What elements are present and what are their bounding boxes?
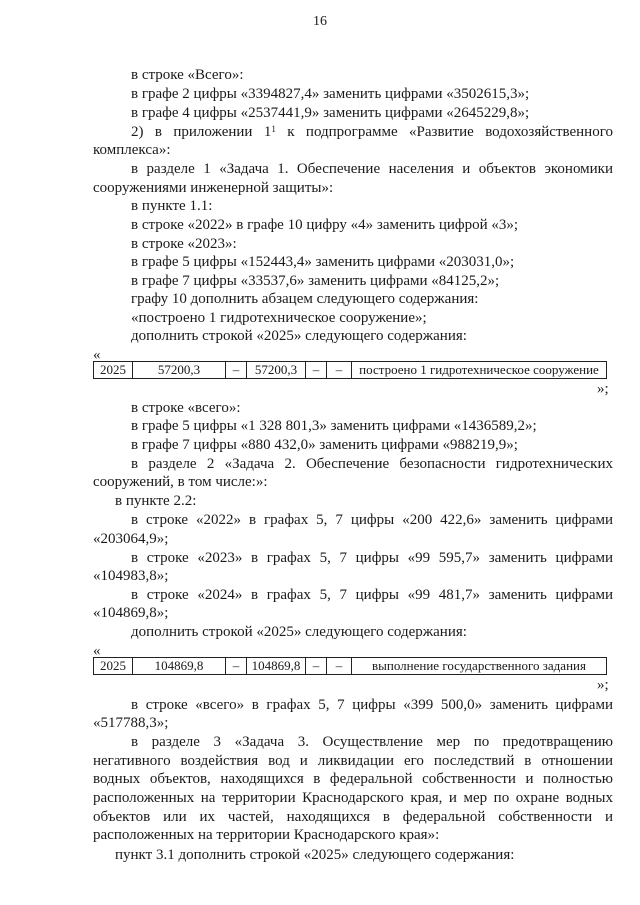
- page-number: 16: [313, 14, 327, 29]
- table-cell: –: [226, 362, 247, 379]
- text-line: сооружениями инженерной защиты»:: [93, 180, 334, 196]
- table-cell: построено 1 гидротехническое сооружение: [352, 362, 607, 379]
- text-line: в графе 7 цифры «880 432,0» заменить цифрами «988219,9»;: [131, 437, 518, 453]
- text-line: в графе 5 цифры «152443,4» заменить цифрами «203031,0»;: [131, 254, 515, 270]
- text-line: расположенных на территории Краснодарского края, и мер по охране водных: [93, 790, 613, 806]
- table-cell: –: [327, 658, 352, 675]
- text-line: в строке «2024» в графах 5, 7 цифры «99 481,7» заменить цифрами: [131, 587, 613, 603]
- table-cell: –: [226, 658, 247, 675]
- text-line: 2) в приложении $1^1$ к подпрограмме «Развитие водохозяйственного: [131, 124, 613, 140]
- table-row: [94, 362, 607, 379]
- table-cell: –: [327, 362, 352, 379]
- text-line: в строке «всего» в графах 5, 7 цифры «399 500,0» заменить цифрами: [131, 697, 613, 713]
- text-line: в пункте 1.1:: [131, 198, 213, 214]
- text-line: водных объектов, находящихся в федеральной собственности и полностью: [93, 771, 613, 787]
- text-line: объектов или их частей, находящихся в федеральной собственности и: [93, 809, 613, 825]
- text-line: негативного воздействия вод и ликвидации его последствий в отношении: [93, 753, 613, 769]
- text-line: в графе 7 цифры «33537,6» заменить цифрами «84125,2»;: [131, 273, 500, 289]
- text-line: в разделе 3 «Задача 3. Осуществление мер по предотвращению: [131, 734, 613, 750]
- text-line: в пункте 2.2:: [115, 493, 197, 509]
- text-line: в строке «Всего»:: [131, 67, 244, 83]
- text-line: дополнить строкой «2025» следующего содержания:: [131, 624, 467, 640]
- text-line: в строке «всего»:: [131, 400, 241, 416]
- text-line: «построено 1 гидротехническое сооружение»;: [131, 310, 427, 326]
- text-line: дополнить строкой «2025» следующего содержания:: [131, 328, 467, 344]
- text-line: пункт 3.1 дополнить строкой «2025» следующего содержания:: [115, 847, 515, 863]
- text-line: «517788,3»;: [93, 715, 169, 731]
- text-line: комплекса»:: [93, 142, 171, 158]
- table-cell: –: [306, 362, 327, 379]
- insert-table-2: [93, 657, 607, 675]
- close-quote: »;: [597, 381, 609, 397]
- text-line: в разделе 1 «Задача 1. Обеспечение населения и объектов экономики: [131, 161, 613, 177]
- insert-table-1: [93, 361, 607, 379]
- text-line: графу 10 дополнить абзацем следующего содержания:: [131, 291, 479, 307]
- text-line: в строке «2022» в графе 10 цифру «4» заменить цифрой «3»;: [131, 217, 519, 233]
- table-cell: 57200,3: [247, 362, 306, 379]
- text-line: расположенных на территории Краснодарского края»:: [93, 827, 440, 843]
- table-cell: 2025: [94, 362, 133, 379]
- table-cell: 57200,3: [133, 362, 226, 379]
- text-line: в разделе 2 «Задача 2. Обеспечение безопасности гидротехнических: [131, 456, 613, 472]
- text-line: «203064,9»;: [93, 531, 169, 547]
- open-quote: «: [93, 347, 101, 363]
- text-line: сооружений, в том числе:»:: [93, 474, 268, 490]
- text-line: в графе 5 цифры «1 328 801,3» заменить цифрами «1436589,2»;: [131, 418, 537, 434]
- table-cell: 2025: [94, 658, 133, 675]
- table-cell: –: [306, 658, 327, 675]
- text-line: в строке «2023» в графах 5, 7 цифры «99 595,7» заменить цифрами: [131, 550, 613, 566]
- text-line: «104983,8»;: [93, 568, 169, 584]
- close-quote: »;: [597, 677, 609, 693]
- text-line: в графе 2 цифры «3394827,4» заменить цифрами «3502615,3»;: [131, 86, 530, 102]
- text-line: в строке «2023»:: [131, 236, 237, 252]
- text-line: в строке «2022» в графах 5, 7 цифры «200 422,6» заменить цифрами: [131, 512, 613, 528]
- table-cell: выполнение государственного задания: [352, 658, 607, 675]
- text-line: «104869,8»;: [93, 605, 169, 621]
- table-cell: 104869,8: [133, 658, 226, 675]
- text-line: в графе 4 цифры «2537441,9» заменить цифрами «2645229,8»;: [131, 105, 530, 121]
- open-quote: «: [93, 643, 101, 659]
- superscript: 1: [271, 124, 276, 134]
- table-cell: 104869,8: [247, 658, 306, 675]
- table-row: [94, 658, 607, 675]
